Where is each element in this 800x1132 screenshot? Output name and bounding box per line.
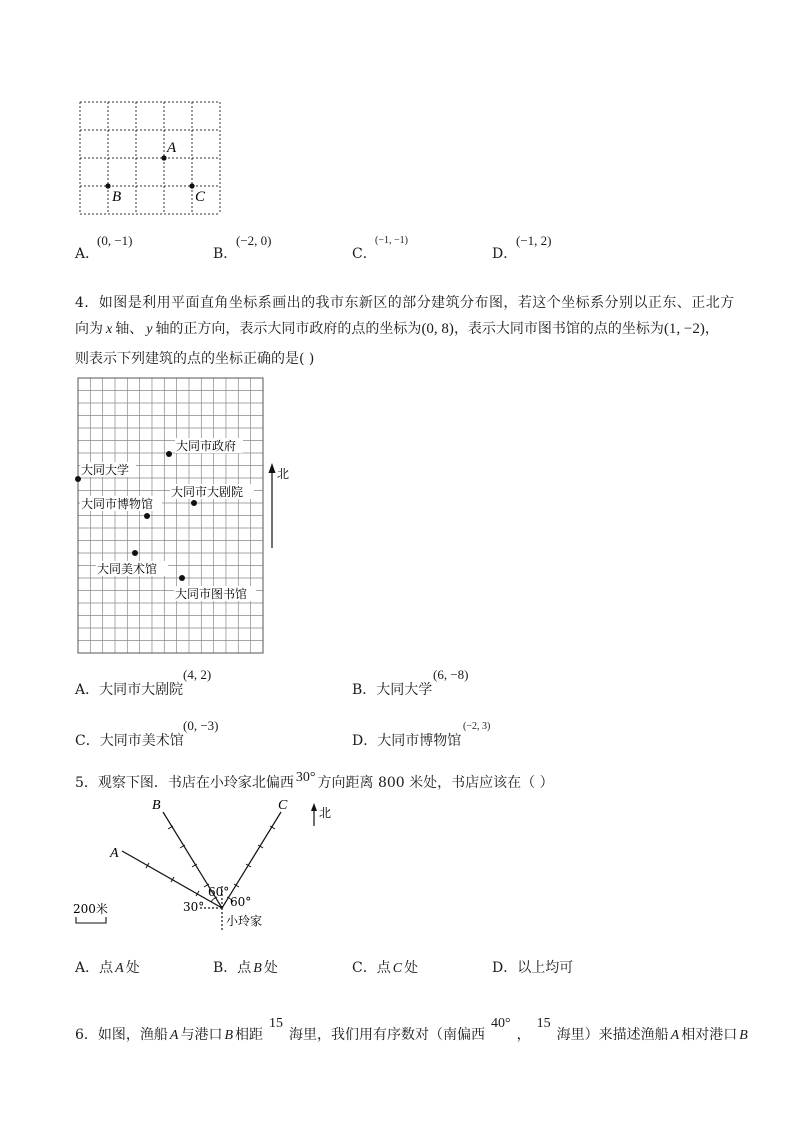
q4-label-theater: 大同市大剧院 — [171, 485, 244, 499]
q5-north-label: 北 — [319, 806, 332, 820]
q5-option-d[interactable]: D．以上均可 — [492, 960, 574, 976]
q5-stem-b: 方向距离 800 米处，书店应该在（ ） — [317, 775, 554, 791]
q4-lib-coord: (1, −2) — [663, 321, 705, 337]
q5-scale-bar — [76, 917, 106, 923]
q4-line-2-d: ，表示大同市图书馆的点的坐标为 — [453, 321, 664, 337]
q5-label-c: C — [278, 798, 288, 813]
q6-pt-b: B — [224, 1028, 234, 1043]
q5-ray-c — [222, 812, 281, 908]
q3-option-a-letter[interactable]: A． — [75, 246, 100, 262]
q5-option-c[interactable]: C．点 C 处 — [352, 960, 419, 976]
q4-label-art: 大同美术馆 — [97, 562, 158, 576]
q4-option-a-text: 大同市大剧院 — [99, 682, 184, 698]
q4-option-a-coord: (4, 2) — [183, 667, 212, 682]
q4-line-2-a: 向为 — [75, 321, 103, 337]
q5-north-arrow-head — [311, 803, 317, 811]
q4-option-b[interactable]: B．大同大学 — [352, 682, 433, 698]
q6-dist: 15 — [269, 1016, 284, 1031]
q5-angle-60-right: 60° — [230, 895, 252, 909]
q3-option-b-letter[interactable]: B． — [213, 246, 238, 262]
q4-option-b-text: 大同大学 — [376, 682, 433, 698]
q5-label-a: A — [110, 846, 119, 861]
q3-option-c-coord: (−1, −1) — [375, 235, 408, 246]
q6-stem: 6．如图，渔船 A 与港口 B 相距15海里，我们用有序数对（南偏西40°，15海里）来描述渔船 A 相对港口 B — [75, 1016, 748, 1043]
q4-option-d[interactable]: D．大同市博物馆 — [352, 733, 462, 749]
q3-option-d-letter[interactable]: D． — [492, 246, 518, 262]
q6-pt-b2: B — [739, 1028, 748, 1043]
q4-option-c-coord: (0, −3) — [183, 718, 219, 733]
q4-option-c[interactable]: C．大同市美术馆 — [75, 733, 184, 749]
q6-pt-a2: A — [670, 1028, 680, 1043]
q4-label-gov: 大同市政府 — [176, 439, 237, 453]
q3-option-b-coord: (−2, 0) — [236, 233, 272, 248]
q4-option-d-text: 大同市博物馆 — [377, 733, 462, 749]
q3-label-c: C — [195, 189, 206, 205]
q4-line-2-e: ， — [704, 321, 719, 337]
q4-option-d-coord: (−2, 3) — [463, 721, 491, 732]
q6-angle: 40° — [491, 1016, 511, 1031]
q5-stem-a: 5．观察下图．书店在小玲家北偏西 — [75, 775, 294, 791]
q4-line-1: 4．如图是利用平面直角坐标系画出的我市东新区的部分建筑分布图，若这个坐标系分别以正东、正北方 — [75, 295, 735, 311]
q6-pt-a: A — [169, 1028, 179, 1043]
q5-home-label: 小玲家 — [226, 914, 263, 928]
q3-option-c-letter[interactable]: C． — [352, 246, 377, 262]
q4-option-c-text: 大同市美术馆 — [99, 733, 184, 749]
q4-line-2-b: 轴、 — [115, 321, 144, 337]
q4-gov-coord: (0, 8) — [421, 321, 454, 337]
q5-scale-label: 200米 — [73, 902, 108, 916]
q4-option-a[interactable]: A．大同市大剧院 — [75, 682, 184, 698]
q3-option-a-coord: (0, −1) — [97, 233, 133, 248]
q4-label-library: 大同市图书馆 — [175, 587, 248, 601]
q4-option-b-coord: (6, −8) — [433, 667, 469, 682]
q5-angle: 30° — [295, 770, 316, 785]
q3-label-a: A — [167, 140, 177, 156]
q4-label-museum: 大同市博物馆 — [81, 497, 154, 511]
q5-label-b: B — [152, 798, 161, 813]
q5-option-a[interactable]: A．点 A 处 — [75, 960, 140, 976]
q4-line-2-c: 轴的正方向，表示大同市政府的点的坐标为 — [155, 321, 422, 337]
q4-north-label: 北 — [277, 467, 290, 481]
q4-y-var: y — [146, 322, 153, 337]
q4-label-univ: 大同大学 — [81, 463, 130, 477]
q5-option-b[interactable]: B．点 B 处 — [213, 960, 278, 976]
q5-angle-30: 30° — [183, 900, 205, 914]
q6-dist2: 15 — [536, 1016, 551, 1031]
q3-label-b: B — [112, 189, 122, 205]
q3-option-d-coord: (−1, 2) — [516, 233, 552, 248]
q5-angle-60-left: 60° — [208, 885, 230, 899]
q4-x-var: x — [106, 322, 113, 337]
q4-line-3: 则表示下列建筑的点的坐标正确的是( ) — [75, 351, 315, 367]
